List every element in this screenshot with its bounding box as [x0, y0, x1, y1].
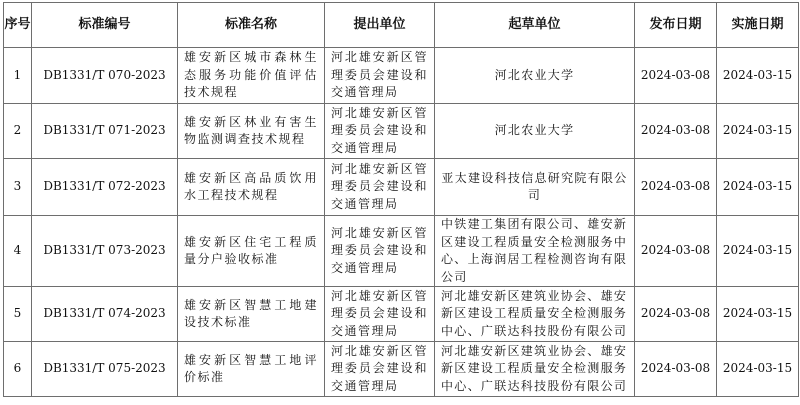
cell-serial-number: 3	[4, 159, 32, 216]
cell-serial-number: 4	[4, 216, 32, 287]
cell-proposing-unit: 河北雄安新区管理委员会建设和交通管理局	[325, 104, 435, 159]
cell-implement-date: 2024-03-15	[717, 104, 799, 159]
cell-standard-code: DB1331/T 072-2023	[32, 159, 178, 216]
cell-publish-date: 2024-03-08	[635, 159, 717, 216]
cell-standard-name: 雄安新区住宅工程质量分户验收标准	[178, 216, 325, 287]
cell-drafting-unit: 河北雄安新区建筑业协会、雄安新区建设工程质量安全检测服务中心、广联达科技股份有限公司	[435, 287, 635, 342]
cell-standard-code: DB1331/T 073-2023	[32, 216, 178, 287]
cell-publish-date: 2024-03-08	[635, 287, 717, 342]
cell-serial-number: 1	[4, 48, 32, 104]
table-row	[4, 216, 799, 287]
cell-serial-number: 2	[4, 104, 32, 159]
header-publish-date: 发布日期	[635, 3, 717, 48]
cell-proposing-unit: 河北雄安新区管理委员会建设和交通管理局	[325, 287, 435, 342]
cell-implement-date: 2024-03-15	[717, 216, 799, 287]
cell-standard-name: 雄安新区高品质饮用水工程技术规程	[178, 159, 325, 216]
cell-implement-date: 2024-03-15	[717, 287, 799, 342]
cell-publish-date: 2024-03-08	[635, 48, 717, 104]
header-standard-name: 标准名称	[178, 3, 325, 48]
cell-drafting-unit: 河北农业大学	[435, 104, 635, 159]
cell-drafting-unit: 河北农业大学	[435, 48, 635, 104]
cell-standard-name: 雄安新区林业有害生物监测调查技术规程	[178, 104, 325, 159]
cell-standard-name: 雄安新区智慧工地建设技术标准	[178, 287, 325, 342]
cell-proposing-unit: 河北雄安新区管理委员会建设和交通管理局	[325, 342, 435, 397]
cell-serial-number: 6	[4, 342, 32, 397]
cell-proposing-unit: 河北雄安新区管理委员会建设和交通管理局	[325, 159, 435, 216]
table-row	[4, 48, 799, 104]
table-row	[4, 104, 799, 159]
cell-serial-number: 5	[4, 287, 32, 342]
table-header-row	[4, 3, 799, 48]
cell-publish-date: 2024-03-08	[635, 216, 717, 287]
table-row	[4, 342, 799, 397]
cell-standard-name: 雄安新区智慧工地评价标准	[178, 342, 325, 397]
cell-drafting-unit: 河北雄安新区建筑业协会、雄安新区建设工程质量安全检测服务中心、广联达科技股份有限公司	[435, 342, 635, 397]
cell-implement-date: 2024-03-15	[717, 48, 799, 104]
cell-implement-date: 2024-03-15	[717, 342, 799, 397]
header-drafting-unit: 起草单位	[435, 3, 635, 48]
header-serial-number: 序号	[4, 3, 32, 48]
header-proposing-unit: 提出单位	[325, 3, 435, 48]
cell-standard-code: DB1331/T 071-2023	[32, 104, 178, 159]
cell-standard-name: 雄安新区城市森林生态服务功能价值评估技术规程	[178, 48, 325, 104]
cell-standard-code: DB1331/T 070-2023	[32, 48, 178, 104]
cell-publish-date: 2024-03-08	[635, 104, 717, 159]
standards-table	[3, 2, 799, 397]
cell-standard-code: DB1331/T 075-2023	[32, 342, 178, 397]
header-standard-code: 标准编号	[32, 3, 178, 48]
cell-standard-code: DB1331/T 074-2023	[32, 287, 178, 342]
header-implement-date: 实施日期	[717, 3, 799, 48]
cell-drafting-unit: 中铁建工集团有限公司、雄安新区建设工程质量安全检测服务中心、上海润居工程检测咨询有限公司	[435, 216, 635, 287]
table-row	[4, 159, 799, 216]
cell-implement-date: 2024-03-15	[717, 159, 799, 216]
cell-proposing-unit: 河北雄安新区管理委员会建设和交通管理局	[325, 48, 435, 104]
table-row	[4, 287, 799, 342]
cell-drafting-unit: 亚太建设科技信息研究院有限公司	[435, 159, 635, 216]
cell-proposing-unit: 河北雄安新区管理委员会建设和交通管理局	[325, 216, 435, 287]
cell-publish-date: 2024-03-08	[635, 342, 717, 397]
